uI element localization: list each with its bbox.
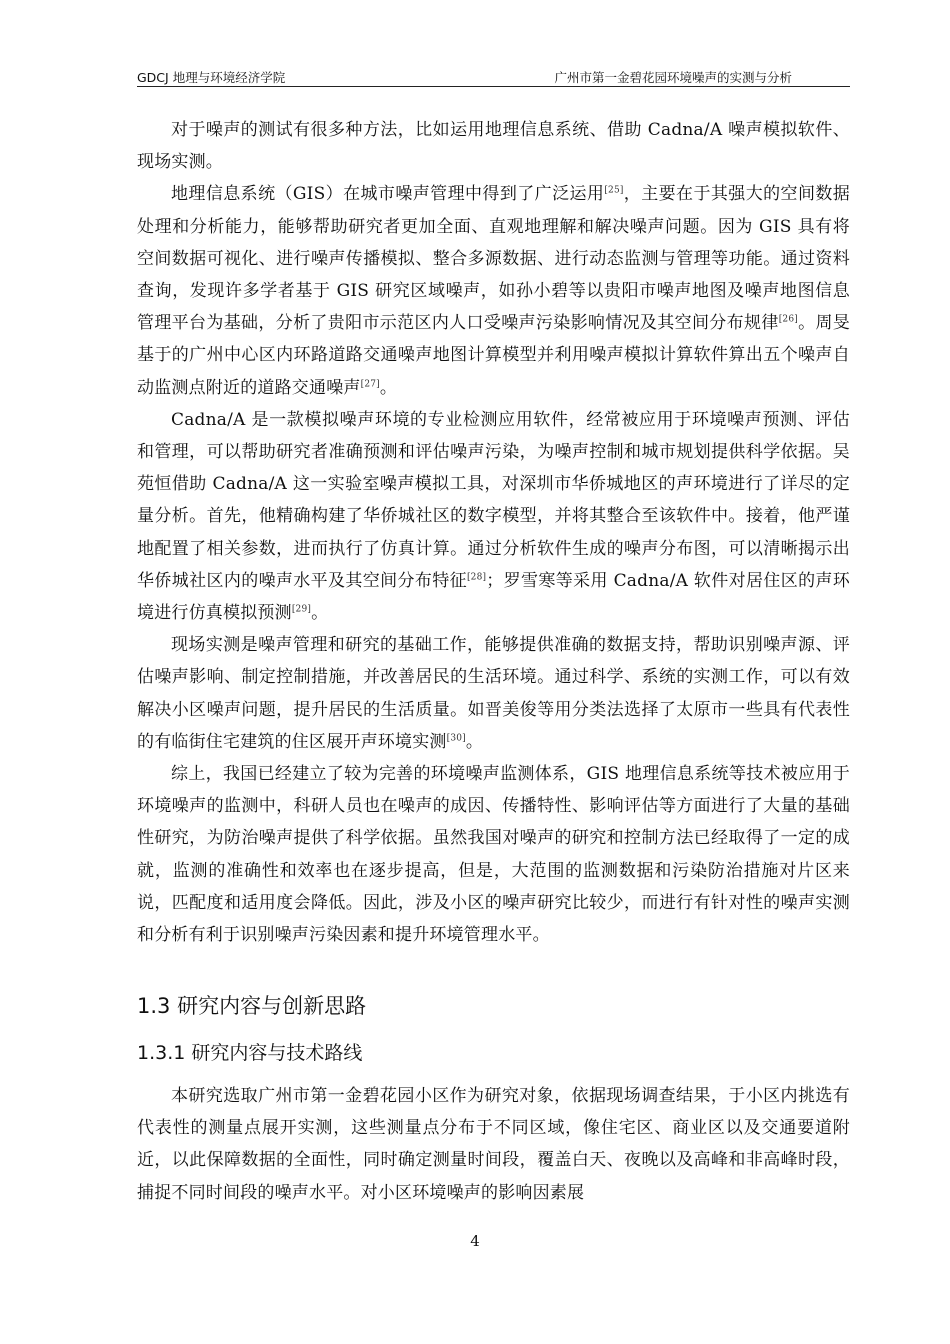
paragraph-3-text-b: ；罗雪寒等采用 Cadna/A 软件对居住区的声环境进行仿真模拟预测	[137, 570, 850, 624]
page-number: 4	[470, 1232, 480, 1250]
paragraph-2-text-b: ，主要在于其强大的空间数据处理和分析能力，能够帮助研究者更加全面、直观地理解和解决噪声问题。因为 GIS 具有将空间数据可视化、进行噪声传播模拟、整合多源数据、进行动态监测与管理等功能。通过资料查询，发现许多学者基于 GIS 研究区域噪声，如孙小碧等以贵阳市噪声地图及噪声地图信息管理平台为基础，分析了贵阳市示范区内人口受噪声污染影响情况及其空间分布规律	[137, 184, 850, 334]
section-heading-1-3: 1.3 研究内容与创新思路	[137, 994, 367, 1018]
page-header	[137, 64, 850, 87]
paragraph-3-text-c: 。	[311, 603, 329, 624]
main-body	[137, 114, 850, 951]
paragraph-5-text: 综上，我国已经建立了较为完善的环境噪声监测体系，GIS 地理信息系统等技术被应用于环境噪声的监测中，科研人员也在噪声的成因、传播特性、影响评估等方面进行了大量的基础性研究，为防治噪声提供了科学依据。虽然我国对噪声的研究和控制方法已经取得了一定的成就，监测的准确性和效率也在逐步提高，但是，大范围的监测数据和污染防治措施对片区来说，匹配度和适用度会降低。因此，涉及小区的噪声研究比较少，而进行有针对性的噪声实测和分析有利于识别噪声污染因素和提升环境管理水平。	[137, 764, 850, 946]
paragraph-5	[137, 758, 850, 951]
citation-30: [30]	[446, 733, 466, 744]
section-body	[137, 1080, 850, 1209]
paragraph-2-text-d: 。	[379, 377, 398, 398]
paragraph-2-text-c: 。周旻基于的广州中心区内环路道路交通噪声地图计算模型并利用噪声模拟计算软件算出五个噪声自动监测点附近的道路交通噪声	[137, 313, 850, 398]
paragraph-2-text-a: 地理信息系统（GIS）在城市噪声管理中得到了广泛运用	[171, 184, 605, 205]
paragraph-3	[137, 404, 850, 629]
paragraph-3-text-a: Cadna/A 是一款模拟噪声环境的专业检测应用软件，经常被应用于环境噪声预测、评估和管理，可以帮助研究者准确预测和评估噪声污染，为噪声控制和城市规划提供科学依据。吴苑恒借助 Cadna/A 这一实验室噪声模拟工具，对深圳市华侨城地区的声环境进行了详尽的定量分析。首先，他精确构建了华侨城社区的数字模型，并将其整合至该软件中。接着，他严谨地配置了相关参数，进而执行了仿真计算。通过分析软件生成的噪声分布图，可以清晰揭示出华侨城社区内的噪声水平及其空间分布特征	[137, 409, 850, 591]
paragraph-6	[137, 1080, 850, 1209]
subsection-heading-1-3-1: 1.3.1 研究内容与技术路线	[137, 1042, 363, 1064]
paragraph-6-text: 本研究选取广州市第一金碧花园小区作为研究对象，依据现场调查结果，于小区内挑选有代表性的测量点展开实测，这些测量点分布于不同区域，像住宅区、商业区以及交通要道附近，以此保障数据的全面性，同时确定测量时间段，覆盖白天、夜晚以及高峰和非高峰时段，捕捉不同时间段的噪声水平。对小区环境噪声的影响因素展	[137, 1086, 850, 1203]
citation-28: [28]	[466, 572, 487, 583]
header-right: 广州市第一金碧花园环境噪声的实测与分析	[554, 70, 792, 85]
citation-25: [25]	[604, 185, 624, 196]
paragraph-1	[137, 114, 850, 178]
citation-27: [27]	[360, 378, 380, 389]
paragraph-2	[137, 178, 850, 403]
citation-26: [26]	[778, 314, 798, 325]
paragraph-4-text-a: 现场实测是噪声管理和研究的基础工作，能够提供准确的数据支持，帮助识别噪声源、评估噪声影响、制定控制措施，并改善居民的生活环境。通过科学、系统的实测工作，可以有效解决小区噪声问题，提升居民的生活质量。如晋美俊等用分类法选择了太原市一些具有代表性的有临街住宅建筑的住区展开声环境实测	[137, 635, 850, 752]
header-left: GDCJ 地理与环境经济学院	[137, 70, 286, 85]
paragraph-4-text-b: 。	[465, 731, 484, 752]
paragraph-4	[137, 629, 850, 758]
paragraph-1-text: 对于噪声的测试有很多种方法，比如运用地理信息系统、借助 Cadna/A 噪声模拟软件、现场实测。	[137, 120, 850, 173]
citation-29: [29]	[291, 604, 312, 615]
